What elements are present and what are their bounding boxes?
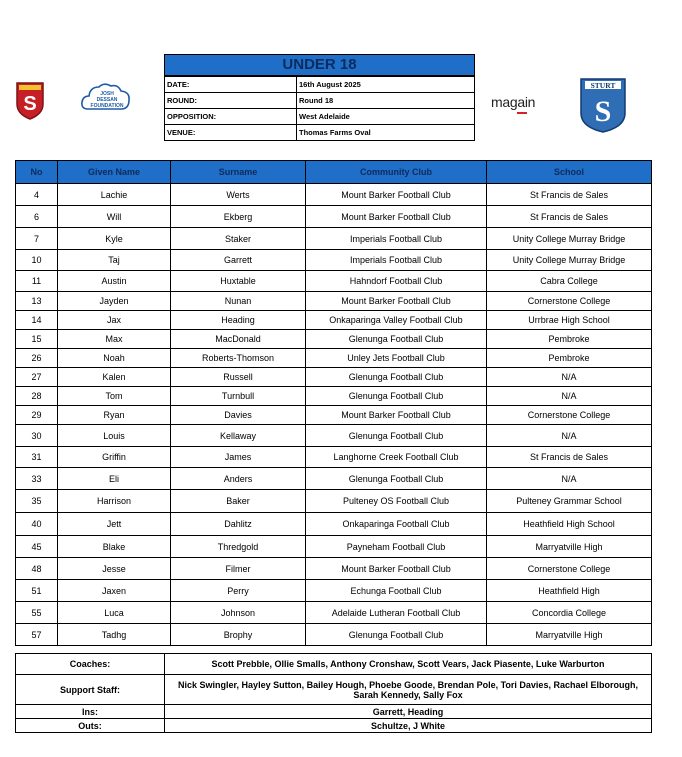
player-surname: James xyxy=(171,447,306,468)
player-number: 13 xyxy=(16,292,58,311)
player-surname: Garrett xyxy=(171,250,306,271)
player-community-club: Langhorne Creek Football Club xyxy=(306,447,487,468)
table-row xyxy=(16,349,652,368)
player-number: 10 xyxy=(16,250,58,271)
player-surname: Kellaway xyxy=(171,425,306,447)
player-school: Heathfield High xyxy=(487,580,652,602)
player-school: Unity College Murray Bridge xyxy=(487,250,652,271)
page-title: UNDER 18 xyxy=(164,54,475,76)
player-surname: Dahlitz xyxy=(171,513,306,536)
player-community-club: Onkaparinga Valley Football Club xyxy=(306,311,487,330)
player-given-name: Jett xyxy=(58,513,171,536)
table-row xyxy=(16,580,652,602)
staff-table xyxy=(15,653,652,733)
table-row xyxy=(16,468,652,490)
player-surname: Roberts-Thomson xyxy=(171,349,306,368)
player-school: Cabra College xyxy=(487,271,652,292)
staff-row xyxy=(16,675,652,705)
player-community-club: Adelaide Lutheran Football Club xyxy=(306,602,487,624)
player-surname: Russell xyxy=(171,368,306,387)
table-row xyxy=(16,406,652,425)
player-school: St Francis de Sales xyxy=(487,447,652,468)
magain-logo xyxy=(491,94,549,112)
player-number: 14 xyxy=(16,311,58,330)
magain-wordmark: magain xyxy=(491,94,536,110)
player-school: Marryatville High xyxy=(487,624,652,646)
player-surname: Turnbull xyxy=(171,387,306,406)
player-number: 48 xyxy=(16,558,58,580)
player-surname: Thredgold xyxy=(171,536,306,558)
player-community-club: Imperials Football Club xyxy=(306,228,487,250)
player-community-club: Mount Barker Football Club xyxy=(306,184,487,206)
player-community-club: Onkaparinga Football Club xyxy=(306,513,487,536)
player-given-name: Kyle xyxy=(58,228,171,250)
player-school: St Francis de Sales xyxy=(487,206,652,228)
venue-label: VENUE: xyxy=(165,125,297,141)
player-surname: Baker xyxy=(171,490,306,513)
table-row xyxy=(16,490,652,513)
roster-header-row xyxy=(16,161,652,184)
player-community-club: Echunga Football Club xyxy=(306,580,487,602)
player-number: 27 xyxy=(16,368,58,387)
player-surname: Johnson xyxy=(171,602,306,624)
player-given-name: Jaxen xyxy=(58,580,171,602)
date-label: DATE: xyxy=(165,77,297,93)
player-community-club: Glenunga Football Club xyxy=(306,387,487,406)
outs-value: Schultze, J White xyxy=(165,719,652,733)
match-info-row xyxy=(165,125,475,141)
player-number: 40 xyxy=(16,513,58,536)
player-surname: Ekberg xyxy=(171,206,306,228)
svg-text:FOUNDATION: FOUNDATION xyxy=(90,103,124,109)
player-community-club: Glenunga Football Club xyxy=(306,624,487,646)
table-row xyxy=(16,271,652,292)
col-header-school: School xyxy=(487,161,652,184)
col-header-surname: Surname xyxy=(171,161,306,184)
player-number: 15 xyxy=(16,330,58,349)
col-header-given-name: Given Name xyxy=(58,161,171,184)
match-info-row xyxy=(165,93,475,109)
player-school: Heathfield High School xyxy=(487,513,652,536)
svg-text:JOSH: JOSH xyxy=(100,91,114,97)
ins-value: Garrett, Heading xyxy=(165,705,652,719)
player-number: 30 xyxy=(16,425,58,447)
player-community-club: Mount Barker Football Club xyxy=(306,406,487,425)
player-community-club: Pulteney OS Football Club xyxy=(306,490,487,513)
player-school: N/A xyxy=(487,468,652,490)
player-given-name: Ryan xyxy=(58,406,171,425)
round-value: Round 18 xyxy=(297,93,475,109)
staff-row xyxy=(16,705,652,719)
player-community-club: Glenunga Football Club xyxy=(306,468,487,490)
player-number: 11 xyxy=(16,271,58,292)
coaches-value: Scott Prebble, Ollie Smalls, Anthony Cronshaw, Scott Vears, Jack Piasente, Luke Warburton xyxy=(165,654,652,675)
table-row xyxy=(16,206,652,228)
player-given-name: Tadhg xyxy=(58,624,171,646)
player-number: 57 xyxy=(16,624,58,646)
player-school: Concordia College xyxy=(487,602,652,624)
player-given-name: Blake xyxy=(58,536,171,558)
player-number: 6 xyxy=(16,206,58,228)
player-surname: Filmer xyxy=(171,558,306,580)
player-community-club: Glenunga Football Club xyxy=(306,425,487,447)
sturt-logo xyxy=(579,77,627,133)
player-school: Cornerstone College xyxy=(487,406,652,425)
venue-value: Thomas Farms Oval xyxy=(297,125,475,141)
player-given-name: Harrison xyxy=(58,490,171,513)
col-header-community-club: Community Club xyxy=(306,161,487,184)
player-school: Cornerstone College xyxy=(487,558,652,580)
roster-body xyxy=(16,184,652,646)
match-info-table xyxy=(164,76,475,141)
table-row xyxy=(16,387,652,406)
player-given-name: Kalen xyxy=(58,368,171,387)
table-row xyxy=(16,250,652,271)
player-given-name: Jayden xyxy=(58,292,171,311)
match-info-row xyxy=(165,77,475,93)
table-row xyxy=(16,447,652,468)
svg-text:STURT: STURT xyxy=(590,81,616,90)
player-surname: Perry xyxy=(171,580,306,602)
sanfl-logo xyxy=(15,80,45,120)
table-row xyxy=(16,558,652,580)
player-given-name: Jesse xyxy=(58,558,171,580)
player-surname: Staker xyxy=(171,228,306,250)
coaches-label: Coaches: xyxy=(16,654,165,675)
player-surname: Heading xyxy=(171,311,306,330)
player-number: 33 xyxy=(16,468,58,490)
player-school: N/A xyxy=(487,425,652,447)
player-given-name: Eli xyxy=(58,468,171,490)
table-row xyxy=(16,228,652,250)
player-surname: Nunan xyxy=(171,292,306,311)
player-community-club: Hahndorf Football Club xyxy=(306,271,487,292)
opposition-value: West Adelaide xyxy=(297,109,475,125)
player-number: 35 xyxy=(16,490,58,513)
player-community-club: Mount Barker Football Club xyxy=(306,206,487,228)
player-number: 31 xyxy=(16,447,58,468)
ins-label: Ins: xyxy=(16,705,165,719)
player-community-club: Payneham Football Club xyxy=(306,536,487,558)
player-school: N/A xyxy=(487,387,652,406)
table-row xyxy=(16,425,652,447)
player-school: St Francis de Sales xyxy=(487,184,652,206)
player-given-name: Griffin xyxy=(58,447,171,468)
player-school: N/A xyxy=(487,368,652,387)
magain-underline xyxy=(517,112,527,114)
player-school: Pembroke xyxy=(487,349,652,368)
player-school: Cornerstone College xyxy=(487,292,652,311)
outs-label: Outs: xyxy=(16,719,165,733)
player-surname: Davies xyxy=(171,406,306,425)
player-number: 4 xyxy=(16,184,58,206)
player-number: 51 xyxy=(16,580,58,602)
player-number: 28 xyxy=(16,387,58,406)
table-row xyxy=(16,368,652,387)
staff-row xyxy=(16,719,652,733)
player-school: Pembroke xyxy=(487,330,652,349)
player-community-club: Mount Barker Football Club xyxy=(306,558,487,580)
player-community-club: Imperials Football Club xyxy=(306,250,487,271)
opposition-label: OPPOSITION: xyxy=(165,109,297,125)
foundation-logo xyxy=(80,81,132,113)
player-given-name: Louis xyxy=(58,425,171,447)
staff-row xyxy=(16,654,652,675)
player-given-name: Luca xyxy=(58,602,171,624)
col-header-no: No xyxy=(16,161,58,184)
player-school: Marryatville High xyxy=(487,536,652,558)
table-row xyxy=(16,513,652,536)
player-number: 26 xyxy=(16,349,58,368)
player-school: Unity College Murray Bridge xyxy=(487,228,652,250)
player-given-name: Jax xyxy=(58,311,171,330)
round-label: ROUND: xyxy=(165,93,297,109)
table-row xyxy=(16,184,652,206)
player-community-club: Glenunga Football Club xyxy=(306,330,487,349)
player-surname: Anders xyxy=(171,468,306,490)
roster-table xyxy=(15,160,652,646)
player-community-club: Mount Barker Football Club xyxy=(306,292,487,311)
player-number: 29 xyxy=(16,406,58,425)
table-row xyxy=(16,311,652,330)
match-info-row xyxy=(165,109,475,125)
svg-text:DESSAN: DESSAN xyxy=(96,97,118,103)
player-given-name: Will xyxy=(58,206,171,228)
player-community-club: Unley Jets Football Club xyxy=(306,349,487,368)
table-row xyxy=(16,330,652,349)
player-given-name: Max xyxy=(58,330,171,349)
date-value: 16th August 2025 xyxy=(297,77,475,93)
player-given-name: Taj xyxy=(58,250,171,271)
svg-text:S: S xyxy=(594,95,612,128)
table-row xyxy=(16,602,652,624)
player-surname: MacDonald xyxy=(171,330,306,349)
player-number: 55 xyxy=(16,602,58,624)
player-given-name: Lachie xyxy=(58,184,171,206)
player-given-name: Tom xyxy=(58,387,171,406)
player-community-club: Glenunga Football Club xyxy=(306,368,487,387)
player-surname: Huxtable xyxy=(171,271,306,292)
support-staff-label: Support Staff: xyxy=(16,675,165,705)
player-given-name: Noah xyxy=(58,349,171,368)
table-row xyxy=(16,536,652,558)
player-surname: Werts xyxy=(171,184,306,206)
player-number: 45 xyxy=(16,536,58,558)
player-given-name: Austin xyxy=(58,271,171,292)
player-school: Pulteney Grammar School xyxy=(487,490,652,513)
svg-text:S: S xyxy=(23,93,37,115)
match-header xyxy=(164,54,475,141)
table-row xyxy=(16,292,652,311)
table-row xyxy=(16,624,652,646)
player-number: 7 xyxy=(16,228,58,250)
player-surname: Brophy xyxy=(171,624,306,646)
player-school: Urrbrae High School xyxy=(487,311,652,330)
support-staff-value: Nick Swingler, Hayley Sutton, Bailey Hough, Phoebe Goode, Brendan Pole, Tori Davies, Rachael Elborough, Sarah Kennedy, Sally Fox xyxy=(165,675,652,705)
